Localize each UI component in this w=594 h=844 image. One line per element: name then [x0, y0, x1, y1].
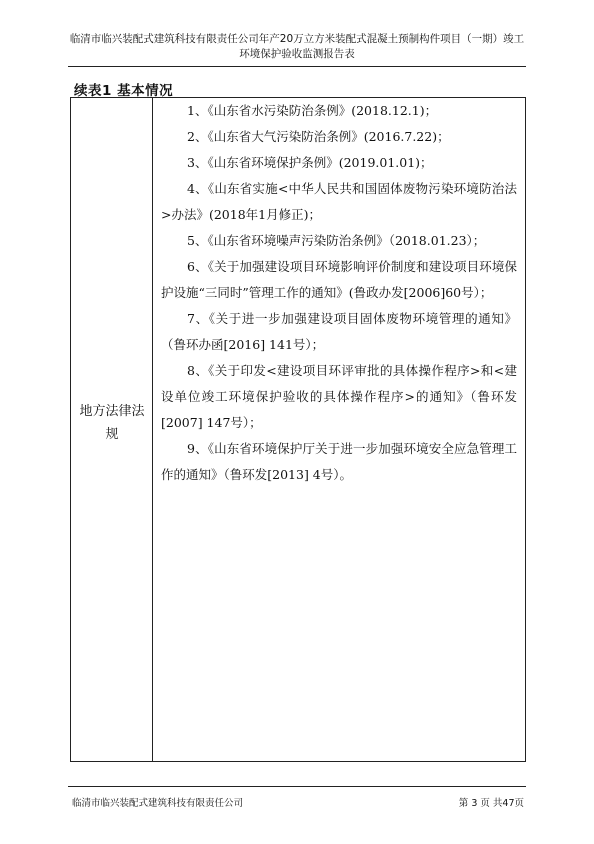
regulation-item: 9、《山东省环境保护厅关于进一步加强环境安全应急管理工作的通知》（鲁环发[2013] 4号）。 — [161, 441, 517, 482]
table-label-cell — [71, 98, 153, 761]
table-content-cell — [153, 98, 525, 761]
regulation-item: 5、《山东省环境噪声污染防治条例》（2018.01.23）； — [187, 233, 486, 248]
header-divider — [68, 66, 526, 67]
page-header — [60, 32, 534, 62]
regulation-item: 3、《山东省环境保护条例》(2019.01.01)； — [187, 155, 433, 170]
regulation-item: 2、《山东省大气污染防治条例》(2016.7.22)； — [187, 129, 450, 144]
regulation-item: 1、《山东省水污染防治条例》(2018.12.1)； — [187, 103, 438, 118]
footer-page-number: 第 3 页 共47页 — [458, 798, 524, 809]
table-label: 地方法律法规 — [79, 404, 145, 442]
footer-company: 临清市临兴装配式建筑科技有限责任公司 — [72, 798, 244, 809]
section-title: 续表1 基本情况 — [74, 83, 174, 99]
regulation-item: 7、《关于进一步加强建设项目固体废物环境管理的通知》（鲁环办函[2016] 141号）； — [161, 311, 517, 352]
regulation-item: 8、《关于印发<建设项目环评审批的具体操作程序>和<建设单位竣工环境保护验收的具体操作程序>的通知》（鲁环发[2007] 147号）； — [161, 363, 517, 430]
basic-info-table — [70, 97, 526, 762]
header-title-line2: 环境保护验收监测报告表 — [239, 48, 355, 60]
regulation-item: 4、《山东省实施<中华人民共和国固体废物污染环境防治法>办法》(2018年1月修正)； — [161, 181, 517, 222]
header-title-line1: 临清市临兴装配式建筑科技有限责任公司年产20万立方米装配式混凝土预制构件项目（一期）竣工 — [69, 33, 525, 45]
regulation-item: 6、《关于加强建设项目环境影响评价制度和建设项目环境保护设施“三同时”管理工作的通知》(鲁政办发[2006]60号）； — [161, 259, 517, 300]
footer-divider — [68, 786, 526, 787]
